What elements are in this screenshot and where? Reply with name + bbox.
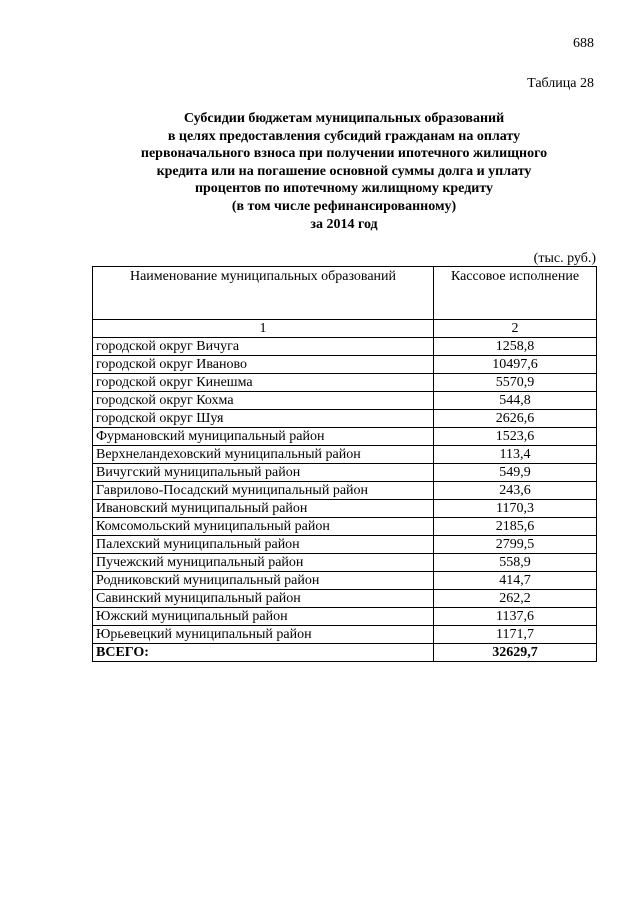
- cash-execution-value: 414,7: [434, 572, 597, 590]
- table-row: [93, 356, 597, 374]
- cash-execution-value: 262,2: [434, 590, 597, 608]
- table-row: [93, 500, 597, 518]
- table-row: [93, 482, 597, 500]
- table-row: [93, 572, 597, 590]
- subsidies-table: [92, 266, 597, 662]
- municipality-name: Юрьевецкий муниципальный район: [93, 626, 434, 644]
- cash-execution-value: 1171,7: [434, 626, 597, 644]
- table-row: [93, 626, 597, 644]
- municipality-name: городской округ Вичуга: [93, 338, 434, 356]
- title-line: (в том числе рефинансированному): [231, 198, 457, 214]
- table-row: [93, 590, 597, 608]
- total-value: 32629,7: [434, 644, 597, 662]
- title-line: в целях предоставления субсидий гражданам на оплату: [167, 128, 521, 144]
- table-row: [93, 464, 597, 482]
- table-row: [93, 446, 597, 464]
- municipality-name: Фурмановский муниципальный район: [93, 428, 434, 446]
- title-line: за 2014 год: [310, 216, 378, 232]
- table-row: [93, 374, 597, 392]
- cash-execution-value: 2185,6: [434, 518, 597, 536]
- table-title: [92, 110, 596, 233]
- table-header-row: [93, 267, 597, 320]
- units-label: (тыс. руб.): [533, 251, 596, 266]
- table-row: [93, 554, 597, 572]
- table-row: [93, 338, 597, 356]
- table-row: [93, 608, 597, 626]
- cash-execution-value: 113,4: [434, 446, 597, 464]
- table-row: [93, 518, 597, 536]
- title-line: процентов по ипотечному жилищному кредиту: [194, 181, 494, 197]
- title-line: Субсидии бюджетам муниципальных образований: [183, 111, 505, 126]
- total-row: [93, 644, 597, 662]
- municipality-name: городской округ Шуя: [93, 410, 434, 428]
- municipality-name: городской округ Иваново: [93, 356, 434, 374]
- column-header-value: Кассовое исполнение: [434, 267, 597, 320]
- municipality-name: городской округ Кинешма: [93, 374, 434, 392]
- municipality-name: Южский муниципальный район: [93, 608, 434, 626]
- column-header-name: Наименование муниципальных образований: [93, 267, 434, 320]
- page-number: 688: [573, 36, 594, 51]
- municipality-name: Родниковский муниципальный район: [93, 572, 434, 590]
- column-numbers-row: [93, 320, 597, 338]
- municipality-name: Комсомольский муниципальный район: [93, 518, 434, 536]
- municipality-name: Пучежский муниципальный район: [93, 554, 434, 572]
- cash-execution-value: 544,8: [434, 392, 597, 410]
- cash-execution-value: 2799,5: [434, 536, 597, 554]
- municipality-name: Ивановский муниципальный район: [93, 500, 434, 518]
- table-row: [93, 392, 597, 410]
- total-label: ВСЕГО:: [93, 644, 434, 662]
- cash-execution-value: 1523,6: [434, 428, 597, 446]
- column-number: 2: [434, 320, 597, 338]
- cash-execution-value: 558,9: [434, 554, 597, 572]
- municipality-name: Савинский муниципальный район: [93, 590, 434, 608]
- table-row: [93, 428, 597, 446]
- column-number: 1: [93, 320, 434, 338]
- cash-execution-value: 1258,8: [434, 338, 597, 356]
- table-row: [93, 410, 597, 428]
- table-number: Таблица 28: [527, 76, 594, 91]
- table-row: [93, 536, 597, 554]
- cash-execution-value: 1137,6: [434, 608, 597, 626]
- cash-execution-value: 5570,9: [434, 374, 597, 392]
- title-line: первоначального взноса при получении ипотечного жилищного: [140, 146, 548, 162]
- cash-execution-value: 2626,6: [434, 410, 597, 428]
- cash-execution-value: 243,6: [434, 482, 597, 500]
- municipality-name: Гаврилово-Посадский муниципальный район: [93, 482, 434, 500]
- title-line: кредита или на погашение основной суммы долга и уплату: [156, 163, 532, 179]
- municipality-name: Вичугский муниципальный район: [93, 464, 434, 482]
- municipality-name: городской округ Кохма: [93, 392, 434, 410]
- municipality-name: Палехский муниципальный район: [93, 536, 434, 554]
- cash-execution-value: 549,9: [434, 464, 597, 482]
- cash-execution-value: 1170,3: [434, 500, 597, 518]
- cash-execution-value: 10497,6: [434, 356, 597, 374]
- municipality-name: Верхнеландеховский муниципальный район: [93, 446, 434, 464]
